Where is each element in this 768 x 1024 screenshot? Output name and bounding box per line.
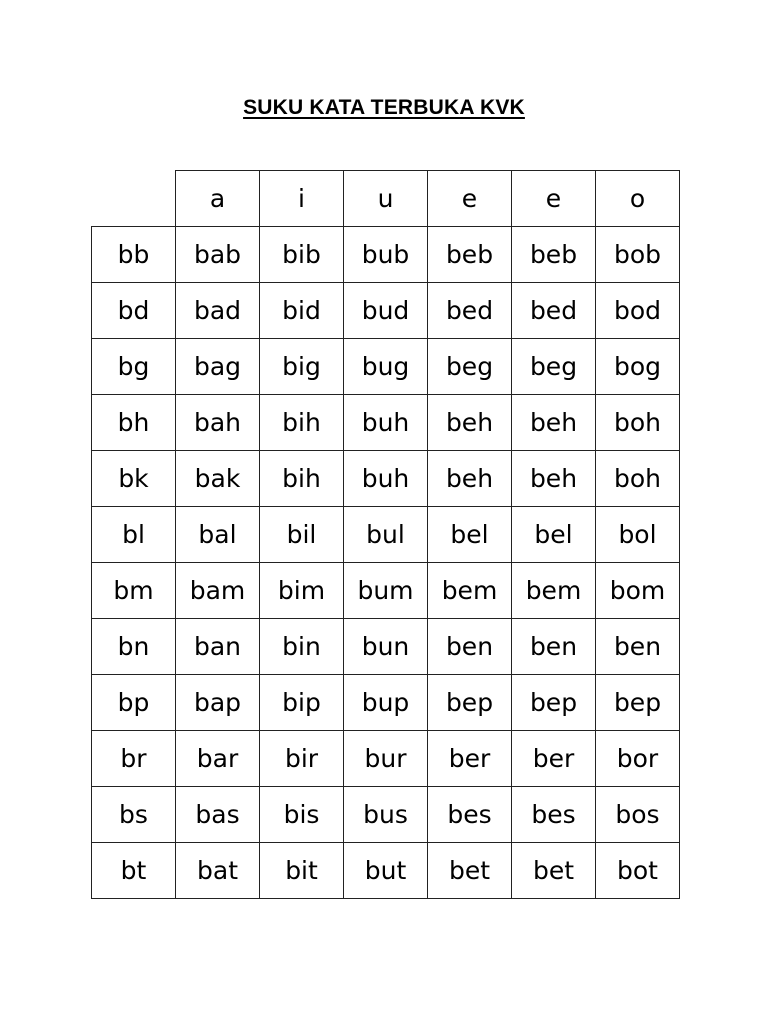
table-cell: beg [428,339,512,395]
row-label: bn [92,619,176,675]
table-cell: beg [512,339,596,395]
table-cell: buh [344,451,428,507]
table-cell: bes [428,787,512,843]
table-cell: bah [176,395,260,451]
table-cell: ber [512,731,596,787]
table-cell: bem [428,563,512,619]
row-label: bs [92,787,176,843]
table-cell: bug [344,339,428,395]
table-row [92,619,680,675]
table-cell: beh [428,451,512,507]
table-cell: bod [596,283,680,339]
table-cell: bis [260,787,344,843]
table-cell: bil [260,507,344,563]
row-label: bk [92,451,176,507]
table-cell: boh [596,395,680,451]
table-cell: beb [512,227,596,283]
table-cell: bel [428,507,512,563]
table-cell: bed [428,283,512,339]
column-header: a [176,171,260,227]
table-cell: bak [176,451,260,507]
table-cell: bab [176,227,260,283]
table-cell: bog [596,339,680,395]
column-header: e [428,171,512,227]
table-cell: bun [344,619,428,675]
table-cell: ben [512,619,596,675]
table-cell: bor [596,731,680,787]
column-header: i [260,171,344,227]
table-cell: ben [428,619,512,675]
table-cell: beh [512,451,596,507]
table-cell: bin [260,619,344,675]
table-cell: bet [512,843,596,899]
table-cell: bir [260,731,344,787]
table-corner-cell [92,171,176,227]
table-cell: bol [596,507,680,563]
table-cell: bat [176,843,260,899]
table-cell: bag [176,339,260,395]
table-cell: boh [596,451,680,507]
table-row [92,507,680,563]
table-cell: bus [344,787,428,843]
table-cell: bom [596,563,680,619]
table-cell: ben [596,619,680,675]
table-cell: bad [176,283,260,339]
syllable-table [91,170,680,899]
table-cell: bep [512,675,596,731]
row-label: bd [92,283,176,339]
table-cell: bot [596,843,680,899]
row-label: bt [92,843,176,899]
table-cell: beh [428,395,512,451]
table-cell: bep [596,675,680,731]
table-cell: bip [260,675,344,731]
table-cell: bul [344,507,428,563]
table-row [92,395,680,451]
table-cell: bob [596,227,680,283]
table-cell: bem [512,563,596,619]
table-cell: bos [596,787,680,843]
table-cell: bam [176,563,260,619]
table-cell: bed [512,283,596,339]
table-cell: bib [260,227,344,283]
table-cell: bel [512,507,596,563]
table-cell: big [260,339,344,395]
table-cell: bes [512,787,596,843]
table-row [92,227,680,283]
table-cell: bub [344,227,428,283]
row-label: bg [92,339,176,395]
column-header: e [512,171,596,227]
table-cell: bid [260,283,344,339]
row-label: br [92,731,176,787]
table-cell: bet [428,843,512,899]
row-label: bl [92,507,176,563]
table-cell: bas [176,787,260,843]
table-cell: bih [260,451,344,507]
table-cell: bih [260,395,344,451]
column-header: u [344,171,428,227]
table-cell: ber [428,731,512,787]
table-row [92,731,680,787]
row-label: bb [92,227,176,283]
table-row [92,451,680,507]
table-cell: bim [260,563,344,619]
row-label: bm [92,563,176,619]
row-label: bh [92,395,176,451]
table-cell: beb [428,227,512,283]
table-cell: bal [176,507,260,563]
table-cell: bap [176,675,260,731]
table-row [92,283,680,339]
table-row [92,339,680,395]
table-row [92,563,680,619]
table-cell: bar [176,731,260,787]
table-cell: but [344,843,428,899]
table-cell: ban [176,619,260,675]
table-cell: bep [428,675,512,731]
table-row [92,843,680,899]
table-header-row [92,171,680,227]
table-cell: beh [512,395,596,451]
table-cell: buh [344,395,428,451]
table-cell: bur [344,731,428,787]
row-label: bp [92,675,176,731]
table-cell: bum [344,563,428,619]
page-title: SUKU KATA TERBUKA KVK [243,96,525,119]
table-row [92,787,680,843]
table-row [92,675,680,731]
table-cell: bup [344,675,428,731]
column-header: o [596,171,680,227]
table-cell: bit [260,843,344,899]
table-cell: bud [344,283,428,339]
